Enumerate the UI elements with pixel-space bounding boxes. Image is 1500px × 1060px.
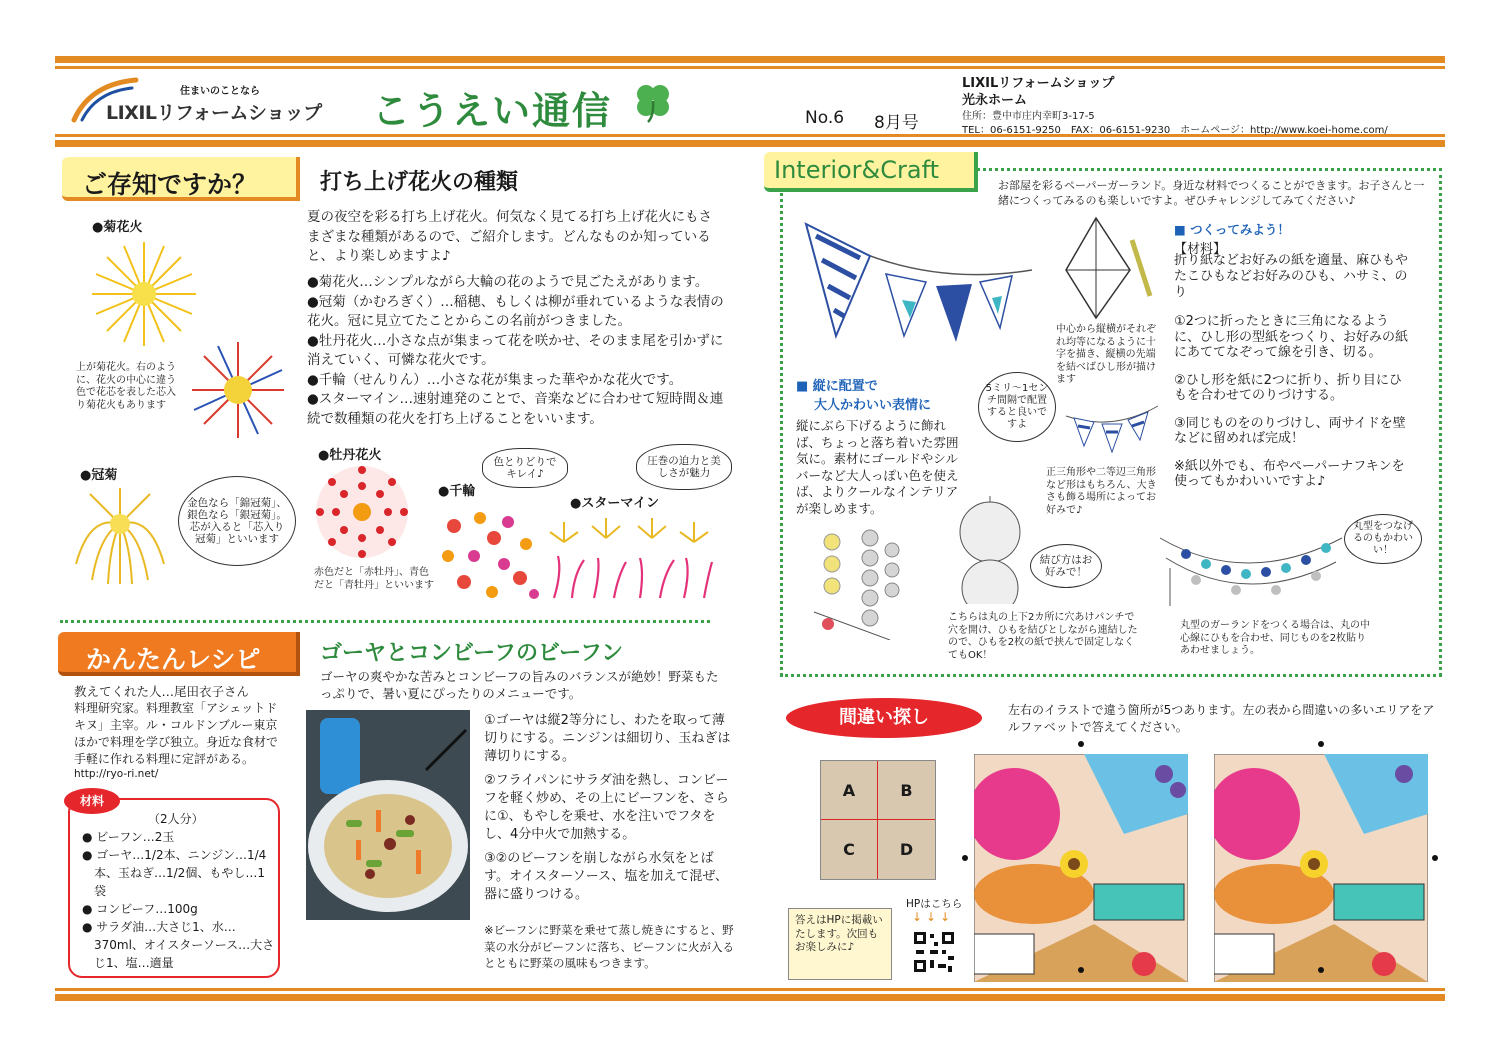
shop-contact: TEL：06-6151-9250 FAX：06-6151-9230 ホームページ：http://www.koei-home.com/ bbox=[962, 125, 1388, 136]
vertical-subheading: 大人かわいい表情に bbox=[814, 398, 932, 413]
shop-branch: 光永ホーム bbox=[962, 93, 1028, 108]
label-starmine: ●スターマイン bbox=[570, 496, 660, 511]
craft-materials: 折り紙などお好みの紙を適量、麻ひもやたこひもなどお好みのひも、ハサミ、のり bbox=[1174, 253, 1409, 300]
quiz-image-right bbox=[1214, 754, 1428, 982]
note-kiku: 上が菊花火。右のように、花火の中心に違う色で花芯を表した芯入り菊花火もあります bbox=[76, 362, 176, 411]
kamuro-firework-illustration bbox=[70, 484, 170, 588]
craft-step: ①2つに折ったときに三角になるように、ひし形の型紙をつくり、お好みの紙にあててなぞって線を引き、切る。 bbox=[1174, 314, 1409, 360]
bubble-starmine: 圧巻の迫力と美しさが魅力 bbox=[636, 444, 732, 490]
starmine-firework-illustration bbox=[544, 512, 714, 602]
answer-note: 答えはHPに掲載いたします。次回もお楽しみに♪ bbox=[788, 908, 892, 980]
quiz-marker-dot bbox=[962, 855, 968, 861]
quiz-area-b: B bbox=[878, 761, 935, 820]
triangle-note: 正三角形や二等辺三角形など形はもちろん、大きさも飾る場所によってお好みで♪ bbox=[1046, 467, 1157, 516]
recipe-tab: かんたんレシピ bbox=[58, 632, 300, 676]
fireworks-item: ●冠菊（かむろぎく）…稲穂、もしくは柳が垂れているような表情の花火。冠に見立てたことからこの名前がつきました。 bbox=[307, 293, 724, 329]
recipe-photo bbox=[306, 710, 470, 920]
quiz-marker-dot bbox=[1078, 967, 1084, 973]
make-heading: ■ つくってみよう！ bbox=[1174, 222, 1290, 237]
hp-label: HPはこちら bbox=[906, 898, 963, 910]
craft-border-bottom bbox=[780, 674, 1442, 677]
label-kamuro: ●冠菊 bbox=[80, 468, 118, 483]
footer-band bbox=[55, 994, 1445, 1001]
shinniri-kiku-illustration bbox=[190, 338, 286, 442]
senrin-firework-illustration bbox=[434, 508, 542, 602]
quiz-marker-dot bbox=[1318, 967, 1324, 973]
recipe-url[interactable]: http://ryo-ri.net/ bbox=[74, 768, 159, 780]
vertical-garland-illustration bbox=[810, 520, 910, 640]
craft-step: ※紙以外でも、布やペーパーナフキンを使ってもかわいいですよ♪ bbox=[1174, 458, 1405, 489]
recipe-steps bbox=[484, 712, 732, 904]
quiz-text: 左右のイラストで違う箇所が5つあります。左の表から間違いの多いエリアをアルファベットで答えてください。 bbox=[1008, 703, 1435, 734]
striped-garland-illustration bbox=[800, 210, 1040, 360]
header-bottom-band bbox=[55, 140, 1445, 147]
ingredients-label: 材料 bbox=[64, 788, 120, 814]
craft-tab: Interior&Craft bbox=[764, 152, 978, 192]
quiz-marker-dot bbox=[1318, 741, 1324, 747]
round-note: 丸型のガーランドをつくる場合は、丸の中心線にひもを合わせ、同じものを2枚貼りあわせましょう。 bbox=[1180, 620, 1370, 656]
craft-step: ②ひし形を紙に2つに折り、折り目にひもを合わせてのりづけする。 bbox=[1174, 372, 1402, 403]
diamond-template-illustration bbox=[1060, 214, 1156, 322]
craft-intro: お部屋を彩るペーパーガーランド。身近な材料でつくることができます。お子さんと一緒につくってみるのも楽しいですよ。ぜひチャレンジしてみてください♪ bbox=[998, 179, 1425, 207]
triangle-garland-illustration bbox=[1062, 382, 1162, 462]
quiz-area-grid bbox=[820, 760, 936, 880]
footer-band-thin bbox=[55, 988, 1445, 991]
quiz-area-c: C bbox=[821, 820, 878, 879]
issue-number: No.6 bbox=[805, 108, 845, 128]
craft-border-right bbox=[1439, 168, 1442, 676]
lixil-logo bbox=[70, 74, 330, 129]
quiz-image-left bbox=[974, 754, 1188, 982]
round-garland-illustration bbox=[1156, 528, 1346, 608]
vertical-heading: ■ 縦に配置で bbox=[796, 379, 878, 394]
bubble-knot: 結び方はお好みで！ bbox=[1030, 544, 1102, 588]
vertical-text: 縦にぶら下げるように飾れば、ちょっと落ち着いた雰囲気に。素材にゴールドやシルバーなど大人っぽい色を使えば、よりクールなインテリアが楽しめます。 bbox=[796, 418, 959, 516]
ingredient-item: ● サラダ油…大さじ1、水…370ml、オイスターソース…大さじ1、塩…適量 bbox=[82, 920, 275, 970]
fireworks-item: ●千輪（せんりん）…小さな花が集まった華やかな花火です。 bbox=[307, 371, 683, 388]
fireworks-tab: ご存知ですか？ bbox=[62, 157, 300, 201]
recipe-title: ゴーヤとコンビーフのビーフン bbox=[320, 641, 624, 666]
label-botan: ●牡丹花火 bbox=[318, 448, 382, 463]
quiz-tab: 間違い探し bbox=[786, 698, 982, 738]
recipe-teacher: 教えてくれた人…尾田衣子さん bbox=[74, 684, 250, 699]
bubble-kamuro: 金色なら「錦冠菊」、銀色なら「銀冠菊」。芯が入ると「芯入り冠菊」といいます bbox=[178, 476, 296, 566]
craft-step: ③同じものをのりづけし、両サイドを壁などに留めれば完成！ bbox=[1174, 415, 1406, 446]
circle-garland-illustration bbox=[954, 496, 1026, 604]
issue-month: 8月号 bbox=[874, 113, 919, 133]
section-divider bbox=[60, 620, 710, 623]
fireworks-item: ●菊花火…シンプルながら大輪の花のようで見ごたえがあります。 bbox=[307, 274, 709, 290]
ingredient-item: ● コンビーフ…100g bbox=[82, 902, 198, 916]
kiku-firework-illustration bbox=[88, 238, 200, 350]
header-top-band bbox=[55, 56, 1445, 63]
header-top-band-thin bbox=[55, 66, 1445, 69]
fireworks-item: ●牡丹花火…小さな点が集まって花を咲かせ、そのまま尾を引かずに消えていく、可憐な花火です。 bbox=[307, 332, 724, 368]
recipe-lead: ゴーヤの爽やかな苦みとコンビーフの旨みのバランスが絶妙！野菜もたっぷりで、暑い夏にぴったりのメニューです。 bbox=[320, 669, 719, 701]
note-botan: 赤色だと「赤牡丹」、青色だと「青牡丹」といいます bbox=[314, 567, 434, 591]
clover-icon bbox=[632, 80, 674, 124]
botan-firework-illustration bbox=[312, 462, 412, 562]
hp-arrows-icon: ↓↓↓ bbox=[912, 910, 955, 924]
ingredients-list bbox=[80, 828, 276, 972]
bubble-senrin: 色とりどりでキレイ♪ bbox=[482, 448, 568, 488]
logo-name: LIXILリフォームショップ bbox=[106, 102, 322, 124]
recipe-step: ②フライパンにサラダ油を熱し、コンビーフを軽く炒め、その上にビーフンを、さらに①、もやしを乗せ、水を注いでフタをし、4分中火で加熱する。 bbox=[484, 773, 729, 842]
fireworks-types-list bbox=[307, 273, 727, 429]
fireworks-intro: 夏の夜空を彩る打ち上げ花火。何気なく見てる打ち上げ花火にもさまざまな種類があるので、ご紹介します。どんなものか知っていると、より楽しめますよ♪ bbox=[307, 209, 712, 264]
quiz-area-a: A bbox=[821, 761, 878, 820]
recipe-note: ※ビーフンに野菜を乗せて蒸し焼きにすると、野菜の水分がビーフンに落ち、ビーフンに火が入るとともに野菜の風味もつきます。 bbox=[484, 923, 735, 970]
craft-border-left bbox=[780, 168, 783, 676]
materials-heading: 【材料】 bbox=[1174, 242, 1227, 257]
fireworks-item: ●スターマイン…速射連発のことで、音楽などに合わせて短時間＆連続で数種類の花火を打ち上げることをいいます。 bbox=[307, 391, 724, 427]
diamond-note: 中心から縦横がそれぞれ均等になるように十字を描き、縦横の先端を結べばひし形が描けます bbox=[1056, 324, 1156, 385]
qr-code-icon[interactable] bbox=[912, 930, 956, 974]
quiz-area-d: D bbox=[899, 840, 914, 859]
fireworks-title: 打ち上げ花火の種類 bbox=[320, 170, 519, 195]
recipe-step: ③②のビーフンを崩しながら水気をとばす。オイスターソース、塩を加えて混ぜ、器に盛りつける。 bbox=[484, 851, 729, 902]
recipe-teacher-profile: 料理研究家。料理教室「アシェットドキヌ」主宰。ル・コルドンブルー東京ほかで料理を学び独立。身近な食材で手軽に作れる料理に定評がある。 bbox=[74, 701, 279, 766]
bubble-spacing: 5ミリ～1センチ間隔で配置すると良いですよ bbox=[978, 372, 1056, 442]
newsletter-title: こうえい通信 bbox=[372, 89, 613, 133]
quiz-marker-dot bbox=[1432, 855, 1438, 861]
ingredient-item: ● ゴーヤ…1/2本、ニンジン…1/4本、玉ねぎ…1/2個、もやし…1袋 bbox=[82, 848, 267, 898]
logo-tagline: 住まいのことなら bbox=[180, 86, 260, 97]
shop-name: LIXILリフォームショップ bbox=[962, 76, 1115, 91]
shop-address: 住所：豊中市庄内幸町3-17-5 bbox=[962, 111, 1095, 122]
quiz-marker-dot bbox=[1078, 741, 1084, 747]
recipe-step: ①ゴーヤは縦2等分にし、わたを取って薄切りにする。ニンジンは細切り、玉ねぎは薄切りにする。 bbox=[484, 713, 731, 764]
bubble-round: 丸型をつなげるのもかわいい！ bbox=[1344, 514, 1422, 564]
label-kiku: ●菊花火 bbox=[92, 220, 143, 235]
craft-steps bbox=[1174, 314, 1414, 490]
ingredient-item: ● ビーフン…2玉 bbox=[82, 830, 175, 844]
ingredients-servings: （2人分） bbox=[148, 812, 204, 826]
label-senrin: ●千輪 bbox=[438, 484, 476, 499]
circle-note: こちらは丸の上下2カ所に穴あけパンチで穴を開け、ひもを結びとしながら連結したので、ひもを2枚の紙で挟んで固定しなくてもOK！ bbox=[948, 612, 1138, 661]
